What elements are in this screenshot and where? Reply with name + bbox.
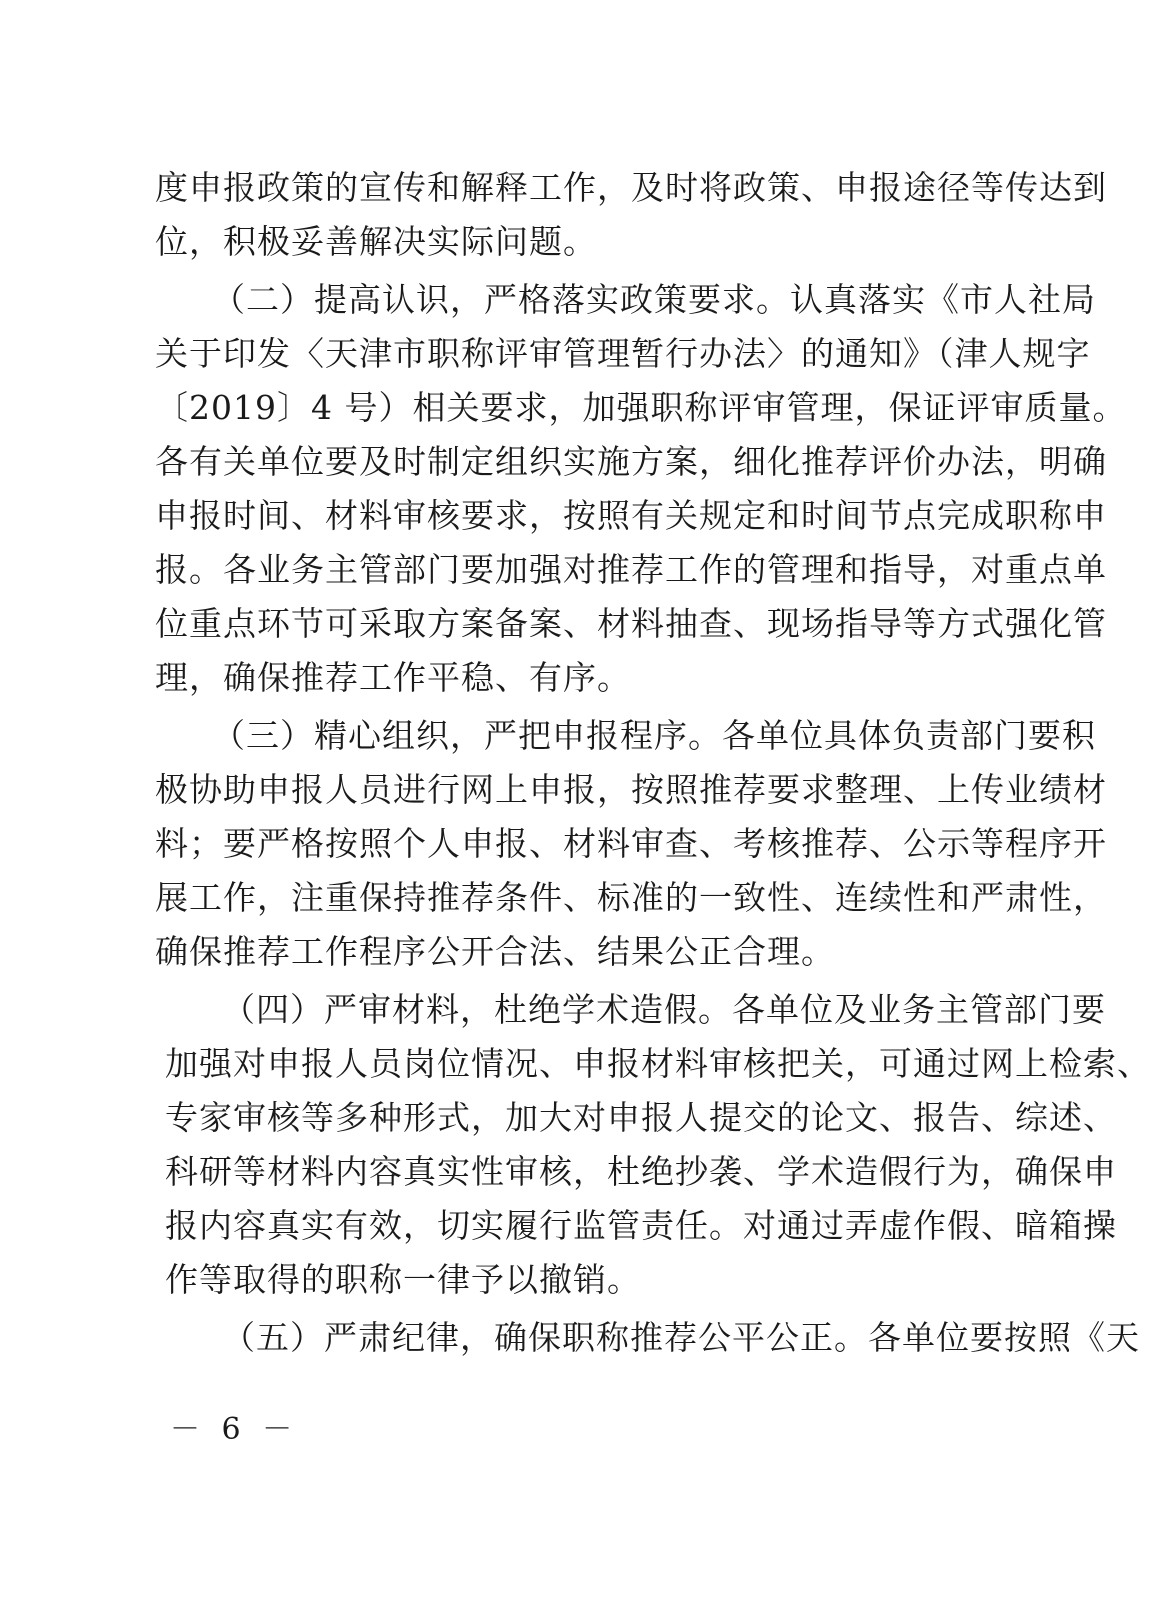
page-number: － 6 － <box>170 1412 299 1447</box>
body-line: 关于印发〈天津市职称评审管理暂行办法〉的通知》（津人规字 <box>155 334 1091 373</box>
body-line: 各有关单位要及时制定组织实施方案，细化推荐评价办法，明确 <box>155 442 1107 481</box>
body-line: 位重点环节可采取方案备案、材料抽查、现场指导等方式强化管 <box>155 604 1107 643</box>
section-heading-line: （二）提高认识，严格落实政策要求。认真落实《市人社局 <box>212 280 1096 319</box>
body-line: 专家审核等多种形式，加大对申报人提交的论文、报告、综述、 <box>165 1098 1117 1137</box>
body-line: 确保推荐工作程序公开合法、结果公正合理。 <box>155 932 835 971</box>
body-line: 申报时间、材料审核要求，按照有关规定和时间节点完成职称申 <box>155 496 1107 535</box>
body-line: 度申报政策的宣传和解释工作，及时将政策、申报途径等传达到 <box>155 168 1107 207</box>
body-line: 报内容真实有效，切实履行监管责任。对通过弄虚作假、暗箱操 <box>165 1206 1117 1245</box>
section-heading-line: （五）严肃纪律，确保职称推荐公平公正。各单位要按照《天 <box>222 1318 1140 1357</box>
body-line: 作等取得的职称一律予以撤销。 <box>165 1260 641 1299</box>
body-line: 位，积极妥善解决实际问题。 <box>155 222 597 261</box>
section-heading-line: （三）精心组织，严把申报程序。各单位具体负责部门要积 <box>212 716 1096 755</box>
body-line: 料；要严格按照个人申报、材料审查、考核推荐、公示等程序开 <box>155 824 1107 863</box>
body-line: 加强对申报人员岗位情况、申报材料审核把关，可通过网上检索、 <box>165 1044 1151 1083</box>
body-line: 报。各业务主管部门要加强对推荐工作的管理和指导，对重点单 <box>155 550 1107 589</box>
body-line: 科研等材料内容真实性审核，杜绝抄袭、学术造假行为，确保申 <box>165 1152 1117 1191</box>
body-line: 展工作，注重保持推荐条件、标准的一致性、连续性和严肃性， <box>155 878 1107 917</box>
body-line: 〔2019〕4 号）相关要求，加强职称评审管理，保证评审质量。 <box>155 388 1127 427</box>
body-line: 理，确保推荐工作平稳、有序。 <box>155 658 631 697</box>
section-heading-line: （四）严审材料，杜绝学术造假。各单位及业务主管部门要 <box>222 990 1106 1029</box>
body-line: 极协助申报人员进行网上申报，按照推荐要求整理、上传业绩材 <box>155 770 1107 809</box>
